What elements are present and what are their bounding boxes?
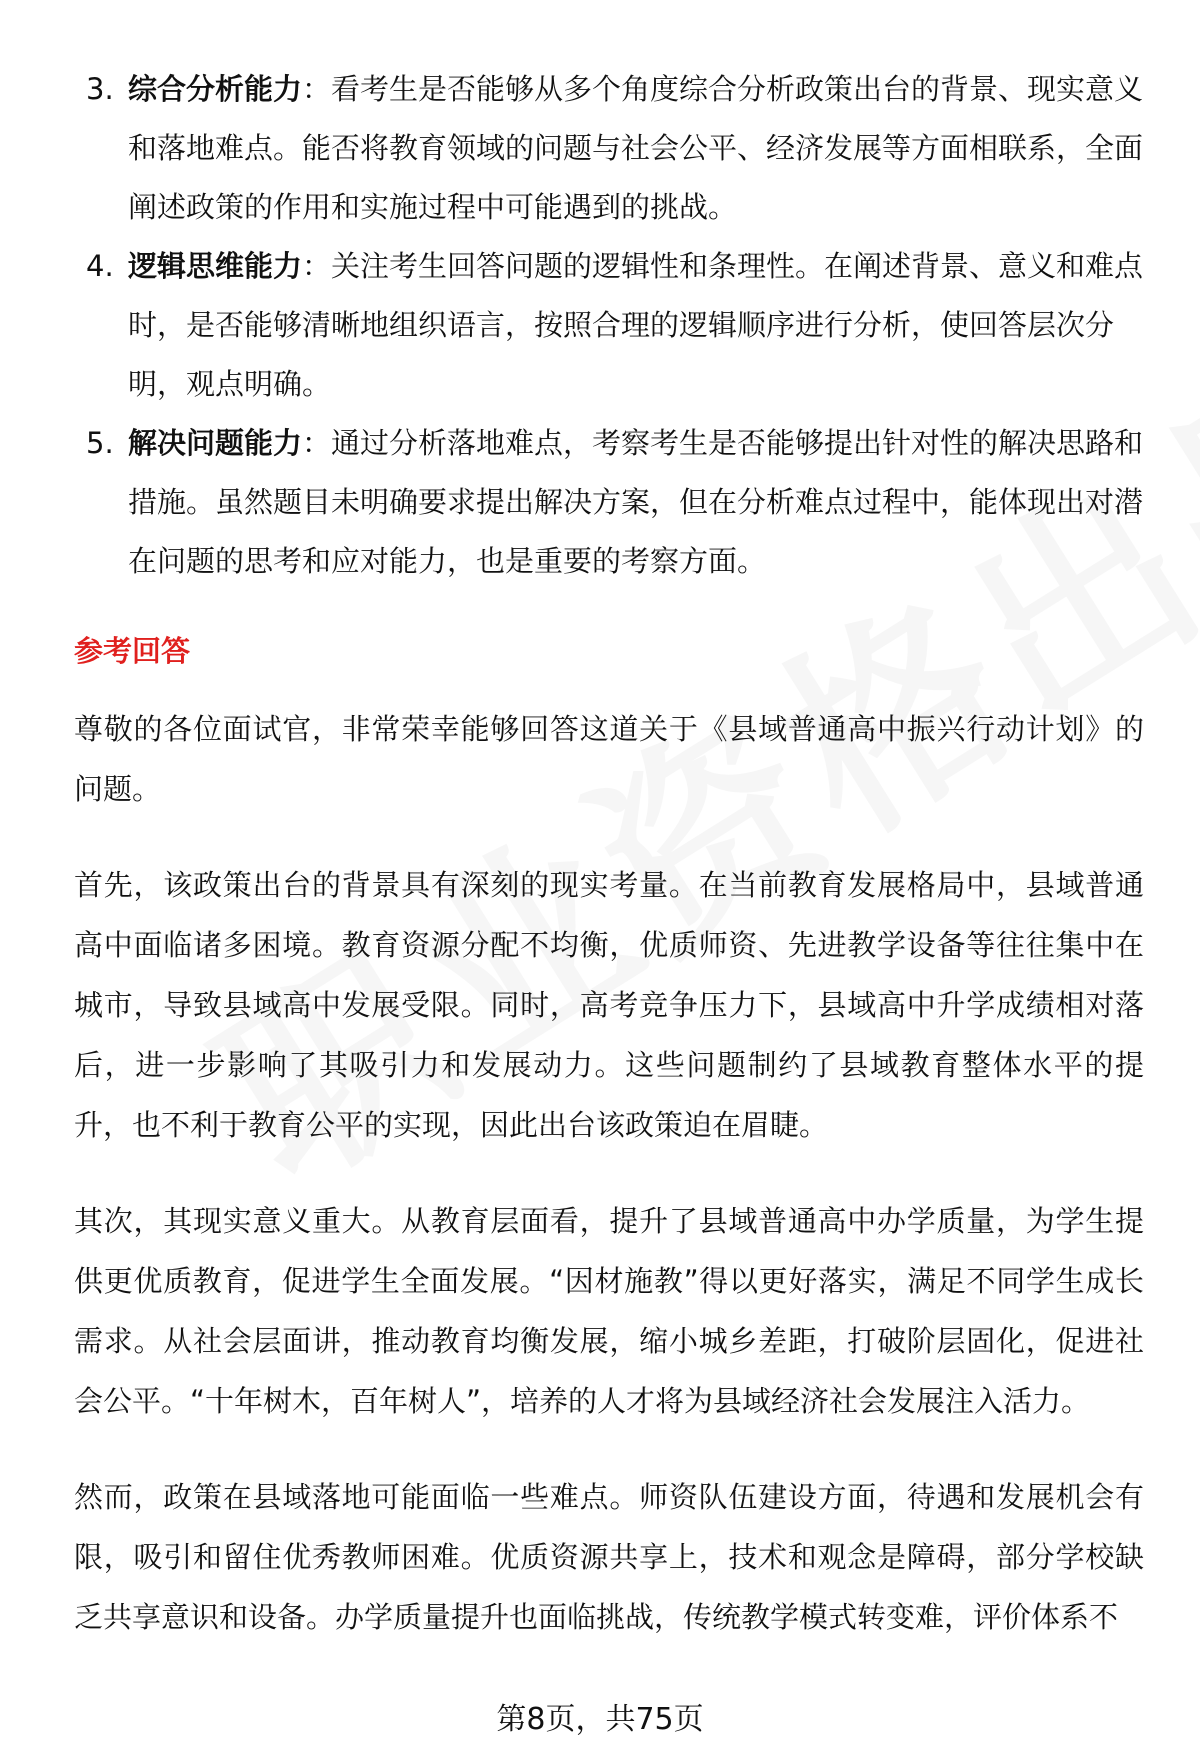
section-title: 参考回答 [74,634,191,668]
criteria-text: ：看考生是否能够从多个角度综合分析政策出台的背景、现实意义和落地难点。能否将教育领域的问题与社会公平、经济发展等方面相联系，全面阐述政策的作用和实施过程中可能遇到的挑战。 [128,72,1144,224]
page-footer: 第8页，共75页 [496,1702,704,1737]
criteria-term: 综合分析能力 [128,72,303,106]
criteria-number: 5. [86,426,114,460]
criteria-term: 解决问题能力 [128,426,303,460]
paragraph: 尊敬的各位面试官，非常荣幸能够回答这道关于《县域普通高中振兴行动计划》的问题。 [74,712,1144,806]
criteria-number: 4. [86,249,114,283]
criteria-text: ：通过分析落地难点，考察考生是否能够提出针对性的解决思路和措施。虽然题目未明确要求提出解决方案，但在分析难点过程中，能体现出对潜在问题的思考和应对能力，也是重要的考察方面。 [128,426,1144,578]
criteria-term: 逻辑思维能力 [128,249,303,283]
criteria-number: 3. [86,72,114,106]
criteria-text: ：关注考生回答问题的逻辑性和条理性。在阐述背景、意义和难点时，是否能够清晰地组织语言，按照合理的逻辑顺序进行分析，使回答层次分明，观点明确。 [128,249,1144,401]
document-page [74,60,1144,1683]
paragraph: 然而，政策在县域落地可能面临一些难点。师资队伍建设方面，待遇和发展机会有限，吸引和留住优秀教师困难。优质资源共享上，技术和观念是障碍，部分学校缺乏共享意识和设备。办学质量提升也面临挑战，传统教学模式转变难，评价体系不 [74,1480,1144,1634]
criteria-item [74,60,1144,237]
criteria-item [74,414,1144,591]
paragraph: 首先，该政策出台的背景具有深刻的现实考量。在当前教育发展格局中，县域普通高中面临诸多困境。教育资源分配不均衡，优质师资、先进教学设备等往往集中在城市，导致县域高中发展受限。同时，高考竞争压力下，县域高中升学成绩相对落后，进一步影响了其吸引力和发展动力。这些问题制约了县域教育整体水平的提升，也不利于教育公平的实现，因此出台该政策迫在眉睫。 [74,868,1144,1142]
paragraph: 其次，其现实意义重大。从教育层面看，提升了县域普通高中办学质量，为学生提供更优质教育，促进学生全面发展。“因材施教”得以更好落实，满足不同学生成长需求。从社会层面讲，推动教育均衡发展，缩小城乡差距，打破阶层固化，促进社会公平。“十年树木，百年树人”，培养的人才将为县域经济社会发展注入活力。 [74,1204,1144,1418]
criteria-list [74,60,1144,591]
criteria-item [74,237,1144,414]
